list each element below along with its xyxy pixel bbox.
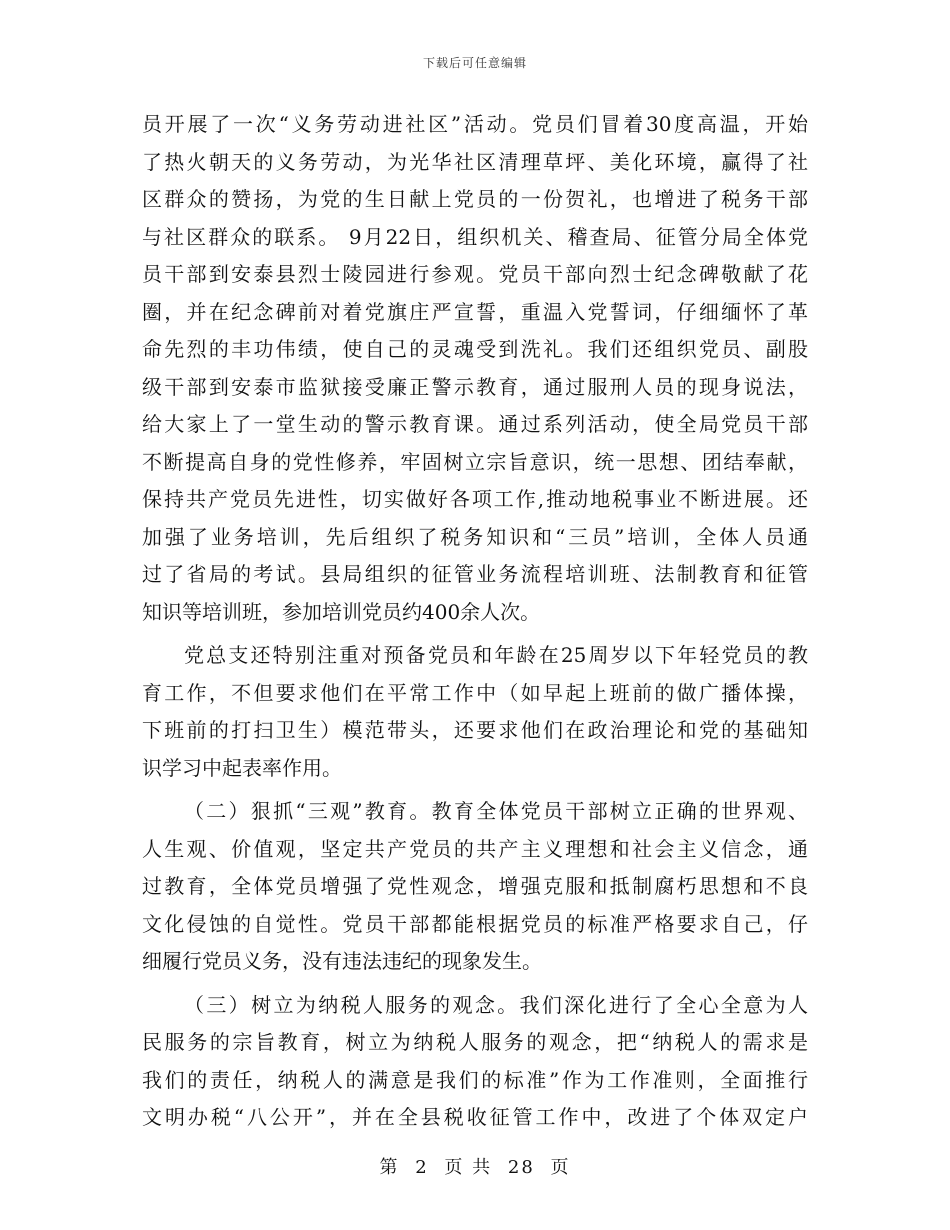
paragraph-1: [142, 106, 808, 631]
text-line: 了热火朝天的义务劳动，为光华社区清理草坪、美化环境，赢得了社: [142, 149, 808, 174]
text-line: （三）树立为纳税人服务的观念。我们深化进行了全心全意为人: [184, 992, 808, 1017]
total-page-count: 28: [507, 1157, 535, 1178]
text-line: 党总支还特别注重对预备党员和年龄在25周岁以下年轻党员的教: [184, 643, 808, 667]
footer-prefix: 第: [379, 1157, 400, 1178]
text-line: 识学习中起表率作用。: [142, 755, 342, 780]
text-line: 员干部到安泰县烈士陵园进行参观。党员干部向烈士纪念碑敬献了花: [142, 262, 808, 286]
text-line: 级干部到安泰市监狱接受廉正警示教育，通过服刑人员的现身说法，: [142, 374, 808, 399]
text-line: 文明办税“八公开”，并在全县税收征管工作中，改进了个体双定户: [142, 1105, 808, 1129]
footer-middle: 页 共: [444, 1157, 493, 1178]
paragraph-3: [142, 793, 808, 981]
text-line: 知识等培训班，参加培训党员约400余人次。: [142, 599, 541, 624]
text-line: 过教育，全体党员增强了党性观念，增强克服和抵制腐朽思想和不良: [142, 874, 808, 898]
text-line: 区群众的赞扬，为党的生日献上党员的一份贺礼，也增进了税务干部: [142, 187, 808, 211]
text-line: 人生观、价值观，坚定共产党员的共产主义理想和社会主义信念，通: [142, 836, 808, 861]
paragraph-4: [142, 987, 808, 1137]
text-line: （二）狠抓“三观”教育。教育全体党员干部树立正确的世界观、: [184, 799, 808, 823]
footer-suffix: 页: [550, 1157, 571, 1178]
page-footer: [0, 1153, 950, 1179]
text-line: 不断提高自身的党性修养，牢固树立宗旨意识，统一思想、团结奉献，: [142, 449, 808, 474]
text-line: 命先烈的丰功伟绩，使自己的灵魂受到洗礼。我们还组织党员、副股: [142, 337, 808, 361]
header-note: 下载后可任意编辑: [422, 56, 527, 70]
text-line: 民服务的宗旨教育，树立为纳税人服务的观念，把“纳税人的需求是: [142, 1030, 808, 1054]
text-line: 保持共产党员先进性，切实做好各项工作,推动地税事业不断进展。还: [142, 487, 808, 511]
document-body: [142, 106, 808, 1143]
text-line: 员开展了一次“义务劳动进社区”活动。党员们冒着30度高温，开始: [142, 112, 808, 136]
text-line: 我们的责任，纳税人的满意是我们的标准”作为工作准则，全面推行: [142, 1067, 808, 1092]
text-line: 细履行党员义务，没有违法违纪的现象发生。: [142, 949, 542, 973]
paragraph-2: [142, 637, 808, 787]
text-line: 下班前的打扫卫生）模范带头，还要求他们在政治理论和党的基础知: [142, 718, 808, 742]
current-page-number: 2: [415, 1157, 429, 1178]
text-line: 育工作，不但要求他们在平常工作中（如早起上班前的做广播体操，: [142, 680, 808, 705]
text-line: 给大家上了一堂生动的警示教育课。通过系列活动，使全局党员干部: [142, 412, 808, 436]
text-line: 圈，并在纪念碑前对着党旗庄严宣誓，重温入党誓词，仔细缅怀了革: [142, 299, 808, 324]
text-line: 文化侵蚀的自觉性。党员干部都能根据党员的标准严格要求自己，仔: [142, 911, 808, 936]
text-line: 过了省局的考试。县局组织的征管业务流程培训班、法制教育和征管: [142, 562, 808, 586]
text-line: 与社区群众的联系。 9月22日，组织机关、稽查局、征管分局全体党: [142, 224, 808, 249]
text-line: 加强了业务培训，先后组织了税务知识和“三员”培训，全体人员通: [142, 524, 808, 549]
